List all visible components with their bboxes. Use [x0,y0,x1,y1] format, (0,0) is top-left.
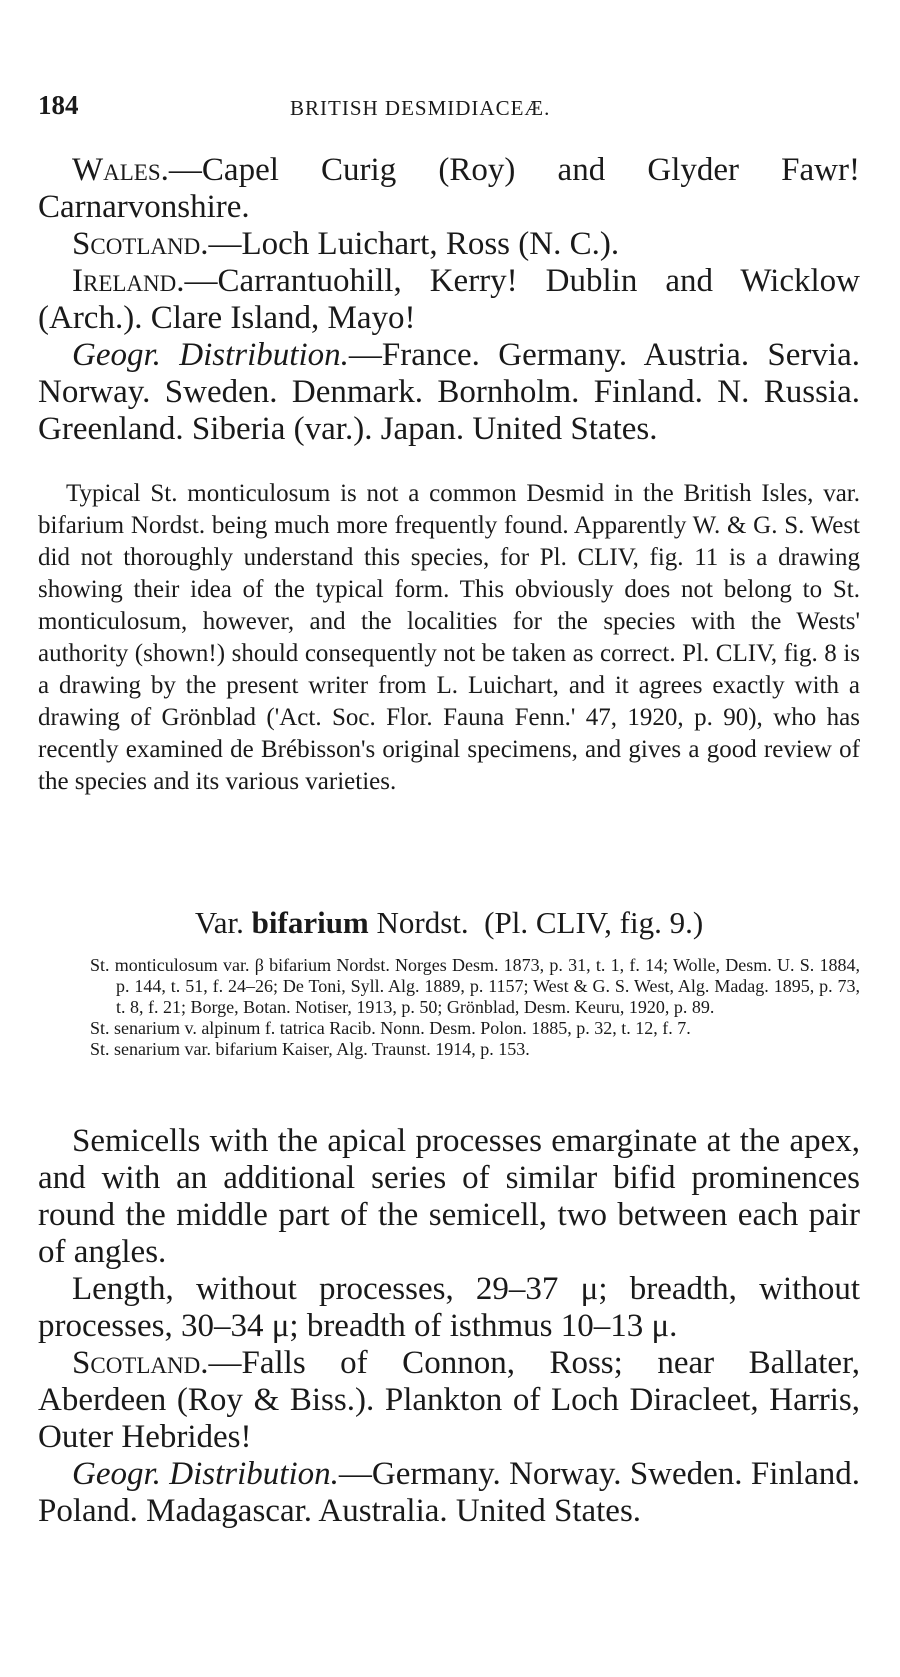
synonym-entry: St. senarium v. alpinum f. tatrica Racib. Nonn. Desm. Polon. 1885, p. 32, t. 12, f. 7. [90,1018,691,1038]
ireland-label: Ireland. [72,263,185,299]
synonym-entry: St. monticulosum var. β bifarium Nordst. Norges Desm. 1873, p. 31, t. 1, f. 14; Wolle, Desm. U. S. 1884, p. 144, t. 51, f. 24–26; De Toni, Syll. Alg. 1889, p. 1157; West & G. S. West, Alg. Madag. 1895, p. 73, t. 8, f. 21; Borge, Botan. Notiser, 1913, p. 50; Grönblad, Desm. Keuru, 1920, p. 89. [90,955,860,1017]
running-head: BRITISH DESMIDIACEÆ. [290,96,551,120]
wales-label: Wales. [72,152,169,188]
geogr-label-2: Geogr. Distribution. [72,1456,339,1492]
variety-author: Nordst. [376,905,469,940]
distribution-section-1 [38,152,860,448]
synonymy-section [38,955,860,1060]
description-section [38,1123,860,1530]
scotland-label-2: Scotland. [72,1345,209,1381]
variety-figure: (Pl. CLIV, fig. 9.) [484,905,704,940]
ireland-entry [38,263,860,337]
variety-name: bifarium [251,905,369,940]
ireland-text: —Carrantuohill, Kerry! Dublin and Wicklow (Arch.). Clare Island, Mayo! [38,263,860,336]
commentary-paragraph: Typical St. monticulosum is not a common Desmid in the British Isles, var. bifarium Nordst. being much more frequently found. Apparently W. & G. S. West did not thoroughly understand this species, for Pl. CLIV, fig. 11 is a drawing showing their idea of the typical form. This obviously does not belong to St. monticulosum, however, and the localities for the species with the Wests' authority (shown!) should consequently not be taken as correct. Pl. CLIV, fig. 8 is a drawing by the present writer from L. Luichart, and it agrees exactly with a drawing of Grönblad ('Act. Soc. Flor. Fauna Fenn.' 47, 1920, p. 90), who has recently examined de Brébisson's original specimens, and gives a good review of the species and its various varieties. [38,480,860,795]
geogr-distribution-entry-2 [38,1456,860,1530]
commentary-section [38,478,860,798]
scotland-entry-2 [38,1345,860,1456]
wales-text: —Capel Curig (Roy) and Glyder Fawr! Carnarvonshire. [38,152,860,225]
variety-heading [38,905,860,941]
page-header [38,90,860,124]
geogr-label: Geogr. Distribution. [72,337,349,373]
description-paragraph: Semicells with the apical processes emarginate at the apex, and with an additional series of similar bifid prominences round the middle part of the semicell, two between each pair of angles. [38,1123,860,1270]
geogr-text: —France. Germany. Austria. Servia. Norway. Sweden. Denmark. Bornholm. Finland. N. Russia. Greenland. Siberia (var.). Japan. United States. [38,337,860,447]
scotland-text-2: —Falls of Connon, Ross; near Ballater, Aberdeen (Roy & Biss.). Plankton of Loch Diracleet, Harris, Outer Hebrides! [38,1345,860,1455]
variety-prefix: Var. [194,905,244,940]
synonym-entry: St. senarium var. bifarium Kaiser, Alg. Traunst. 1914, p. 153. [90,1039,530,1059]
geogr-distribution-entry [38,337,860,448]
variety-title-line [38,905,860,941]
scotland-label: Scotland. [72,226,209,262]
measurements-paragraph: Length, without processes, 29–37 μ; breadth, without processes, 30–34 μ; breadth of isthmus 10–13 μ. [38,1271,860,1344]
scotland-entry [38,226,860,263]
scotland-text: —Loch Luichart, Ross (N. C.). [208,226,620,262]
page-number: 184 [38,90,79,120]
geogr-text-2: —Germany. Norway. Sweden. Finland. Poland. Madagascar. Australia. United States. [38,1456,860,1529]
wales-entry [38,152,860,226]
